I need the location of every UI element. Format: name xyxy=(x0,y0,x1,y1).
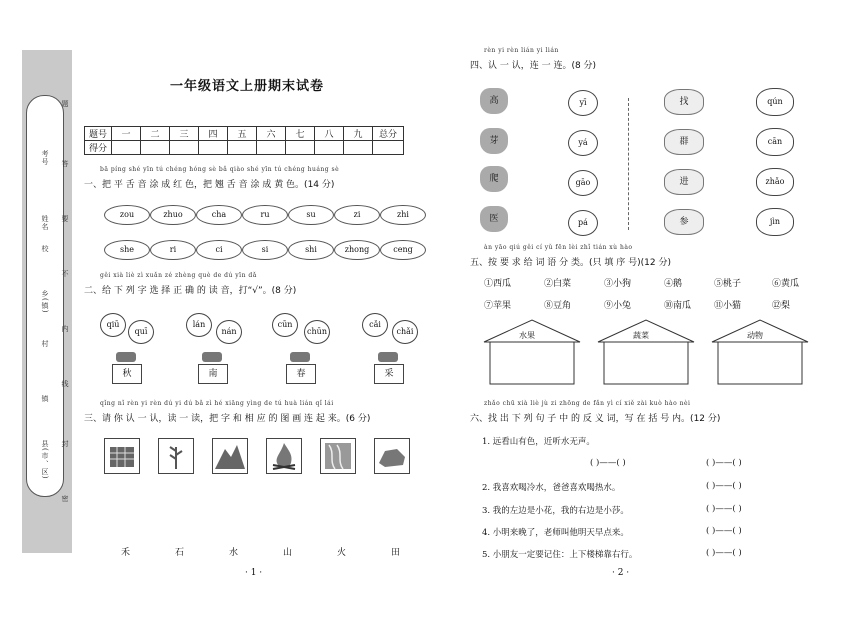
table-cell: 八 xyxy=(315,127,344,141)
question-5-title: 五、按 要 求 给 词 语 分 类。(只 填 序 号)(12 分) xyxy=(470,258,671,268)
pinyin-leaf[interactable]: she xyxy=(104,240,150,260)
word-item: ⑦苹果 xyxy=(484,301,512,311)
binding-label: 姓名 xyxy=(41,215,49,231)
flower-pinyin[interactable]: jìn xyxy=(756,208,794,236)
word-item: ①西瓜 xyxy=(484,279,512,289)
flower-pinyin[interactable]: cān xyxy=(756,128,794,156)
pinyin-balloon[interactable]: quī xyxy=(128,320,154,344)
divider xyxy=(628,98,629,230)
answer-pair[interactable]: ( )——( ) xyxy=(706,481,742,491)
butterfly-char[interactable]: 群 xyxy=(664,129,704,155)
sentence: 3. 我的左边是小花，我的右边是小莎。 xyxy=(482,506,629,516)
binding-mark: 内 xyxy=(61,325,69,333)
page-title: 一年级语文上册期末试卷 xyxy=(170,79,325,94)
table-cell: 四 xyxy=(199,127,228,141)
answer-pair[interactable]: ( )——( ) xyxy=(706,458,742,468)
character-box: 秋 xyxy=(112,364,142,384)
bag-char[interactable]: 医 xyxy=(480,206,508,232)
bag-char[interactable]: 高 xyxy=(480,88,508,114)
score-table-header-row xyxy=(85,127,404,141)
grain-picture[interactable] xyxy=(158,438,194,474)
word-item: ③小狗 xyxy=(604,279,632,289)
pinyin-balloon[interactable]: cūn xyxy=(272,313,298,337)
table-cell: 六 xyxy=(257,127,286,141)
table-cell: 一 xyxy=(112,127,141,141)
question-pinyin: bā píng shé yīn tú chéng hóng sè bǎ qiào shé yīn tú chéng huáng sè xyxy=(100,166,340,173)
binding-mark: 题 xyxy=(61,100,69,108)
mountain-picture[interactable] xyxy=(212,438,248,474)
binding-mark: 封 xyxy=(61,440,69,448)
pinyin-leaf[interactable]: ci xyxy=(196,240,242,260)
score-table xyxy=(84,126,404,155)
pinyin-balloon[interactable]: chǎi xyxy=(392,320,418,344)
table-cell: 题号 xyxy=(85,127,112,141)
butterfly-char[interactable]: 找 xyxy=(664,89,704,115)
house-label: 蔬菜 xyxy=(633,331,649,340)
table-cell: 七 xyxy=(286,127,315,141)
pinyin-balloon[interactable]: lán xyxy=(186,313,212,337)
table-cell: 三 xyxy=(170,127,199,141)
score-input-cell[interactable] xyxy=(344,141,373,155)
question-pinyin: zhǎo chū xià liè jù zi zhōng de fǎn yì cí xiě zài kuò hào nèi xyxy=(484,400,691,407)
pinyin-leaf[interactable]: ceng xyxy=(380,240,426,260)
score-input-cell[interactable] xyxy=(286,141,315,155)
question-2-title: 二、给 下 列 字 选 择 正 确 的 读 音，打“√”。(8 分) xyxy=(84,286,297,296)
table-cell: 总分 xyxy=(373,127,404,141)
pinyin-balloon[interactable]: nán xyxy=(216,320,242,344)
score-input-cell[interactable] xyxy=(257,141,286,155)
pinyin-leaf[interactable]: ru xyxy=(242,205,288,225)
question-pinyin: àn yāo qiú gěi cí yǔ fēn lèi zhǐ tián xù hào xyxy=(484,244,633,251)
question-3-title: 三、请 你 认 一 认，读 一 读，把 字 和 相 应 的 图 画 连 起 来。(6 分) xyxy=(84,414,371,424)
binding-mark: 密 xyxy=(61,495,69,503)
page-number: · 2 · xyxy=(612,568,630,578)
word-item: ⑥黄瓜 xyxy=(772,279,800,289)
character-box: 采 xyxy=(374,364,404,384)
binding-label: 乡(镇) xyxy=(41,290,49,314)
question-pinyin: qǐng nǐ rèn yi rèn dú yi dú bǎ zì hé xiāng yìng de tú huà lián qǐ lái xyxy=(100,400,334,407)
match-char[interactable]: 山 xyxy=(283,548,293,558)
question-pinyin: gěi xià liè zì xuǎn zé zhèng què de dú yīn dǎ xyxy=(100,272,257,279)
word-item: ⑩南瓜 xyxy=(664,301,692,311)
pinyin-leaf[interactable]: shi xyxy=(288,240,334,260)
apple-pinyin[interactable]: yī xyxy=(568,90,598,116)
character-box: 南 xyxy=(198,364,228,384)
table-cell: 得分 xyxy=(85,141,112,155)
flower-pinyin[interactable]: zhǎo xyxy=(756,168,794,196)
question-6-title: 六、找 出 下 列 句 子 中 的 反 义 词，写 在 括 号 内。(12 分) xyxy=(470,414,721,424)
apple-pinyin[interactable]: gāo xyxy=(568,170,598,196)
pinyin-leaf[interactable]: zou xyxy=(104,205,150,225)
pinyin-balloon[interactable]: chūn xyxy=(304,320,330,344)
water-picture[interactable] xyxy=(320,438,356,474)
page-number: · 1 · xyxy=(245,568,263,578)
score-input-cell[interactable] xyxy=(112,141,141,155)
sentence: 1. 远看山有色，近听水无声。 xyxy=(482,437,595,447)
answer-pair[interactable]: ( )——( ) xyxy=(706,526,742,536)
binding-label: 县(市、区) xyxy=(41,440,49,480)
butterfly-char[interactable]: 进 xyxy=(664,169,704,195)
word-item: ⑤桃子 xyxy=(714,279,742,289)
binding-label: 考号 xyxy=(41,150,49,166)
butterfly-char[interactable]: 参 xyxy=(664,209,704,235)
house-animal[interactable] xyxy=(710,318,810,386)
pinyin-leaf[interactable]: zhi xyxy=(380,205,426,225)
sentence: 5. 小朋友一定要记住：上下楼梯靠右行。 xyxy=(482,550,638,560)
table-cell: 二 xyxy=(141,127,170,141)
word-item: ⑨小兔 xyxy=(604,301,632,311)
house-label: 水果 xyxy=(519,331,535,340)
table-cell: 五 xyxy=(228,127,257,141)
flower-pinyin[interactable]: qún xyxy=(756,88,794,116)
binding-mark: 答 xyxy=(61,160,69,168)
gift-bow xyxy=(378,352,398,362)
pinyin-balloon[interactable]: cǎi xyxy=(362,313,388,337)
apple-pinyin[interactable]: pá xyxy=(568,210,598,236)
sentence: 2. 我喜欢喝冷水，爸爸喜欢喝热水。 xyxy=(482,483,621,493)
word-item: ②白菜 xyxy=(544,279,572,289)
score-table-score-row xyxy=(85,141,404,155)
pinyin-leaf[interactable]: si xyxy=(242,240,288,260)
gift-bow xyxy=(290,352,310,362)
binding-mark: 线 xyxy=(61,380,69,388)
house-label: 动物 xyxy=(747,331,763,340)
bag-char[interactable]: 芽 xyxy=(480,128,508,154)
match-char[interactable]: 水 xyxy=(229,548,239,558)
score-input-cell[interactable] xyxy=(315,141,344,155)
score-input-cell[interactable] xyxy=(373,141,404,155)
pinyin-leaf[interactable]: ri xyxy=(150,240,196,260)
sentence: 4. 小明来晚了，老师叫他明天早点来。 xyxy=(482,528,629,538)
pinyin-leaf[interactable]: cha xyxy=(196,205,242,225)
match-char[interactable]: 田 xyxy=(391,548,401,558)
score-input-cell[interactable] xyxy=(170,141,199,155)
field-picture[interactable] xyxy=(104,438,140,474)
binding-label: 镇 xyxy=(41,395,49,403)
house-vegetable[interactable] xyxy=(596,318,696,386)
gift-bow xyxy=(202,352,222,362)
pinyin-leaf[interactable]: zhong xyxy=(334,240,380,260)
stone-picture[interactable] xyxy=(374,438,410,474)
pinyin-leaf[interactable]: zhuo xyxy=(150,205,196,225)
word-item: ⑧豆角 xyxy=(544,301,572,311)
question-1-title: 一、把 平 舌 音 涂 成 红 色，把 翘 舌 音 涂 成 黄 色。(14 分) xyxy=(84,180,335,190)
pinyin-leaf[interactable]: zi xyxy=(334,205,380,225)
table-cell: 九 xyxy=(344,127,373,141)
word-item: ⑫梨 xyxy=(772,301,791,311)
word-item: ⑪小猫 xyxy=(714,301,742,311)
question-4-title: 四、认 一 认，连 一 连。(8 分) xyxy=(470,61,597,71)
word-item: ④鹅 xyxy=(664,279,683,289)
question-pinyin: rèn yi rèn lián yi lián xyxy=(484,47,559,54)
score-input-cell[interactable] xyxy=(199,141,228,155)
score-input-cell[interactable] xyxy=(228,141,257,155)
match-char[interactable]: 禾 xyxy=(121,548,131,558)
match-char[interactable]: 石 xyxy=(175,548,185,558)
score-input-cell[interactable] xyxy=(141,141,170,155)
binding-mark: 不 xyxy=(61,270,69,278)
answer-pair[interactable]: ( )——( ) xyxy=(706,548,742,558)
fire-picture[interactable] xyxy=(266,438,302,474)
binding-mark: 要 xyxy=(61,215,69,223)
house-fruit[interactable] xyxy=(482,318,582,386)
pinyin-leaf[interactable]: su xyxy=(288,205,334,225)
binding-label: 村 xyxy=(41,340,49,348)
gift-bow xyxy=(116,352,136,362)
character-box: 春 xyxy=(286,364,316,384)
binding-label: 校 xyxy=(41,245,49,253)
answer-pair[interactable]: ( )——( ) xyxy=(706,504,742,514)
answer-pair[interactable]: ( )——( ) xyxy=(590,458,626,468)
pinyin-balloon[interactable]: qiū xyxy=(100,313,126,337)
bag-char[interactable]: 爬 xyxy=(480,166,508,192)
apple-pinyin[interactable]: yá xyxy=(568,130,598,156)
match-char[interactable]: 火 xyxy=(337,548,347,558)
